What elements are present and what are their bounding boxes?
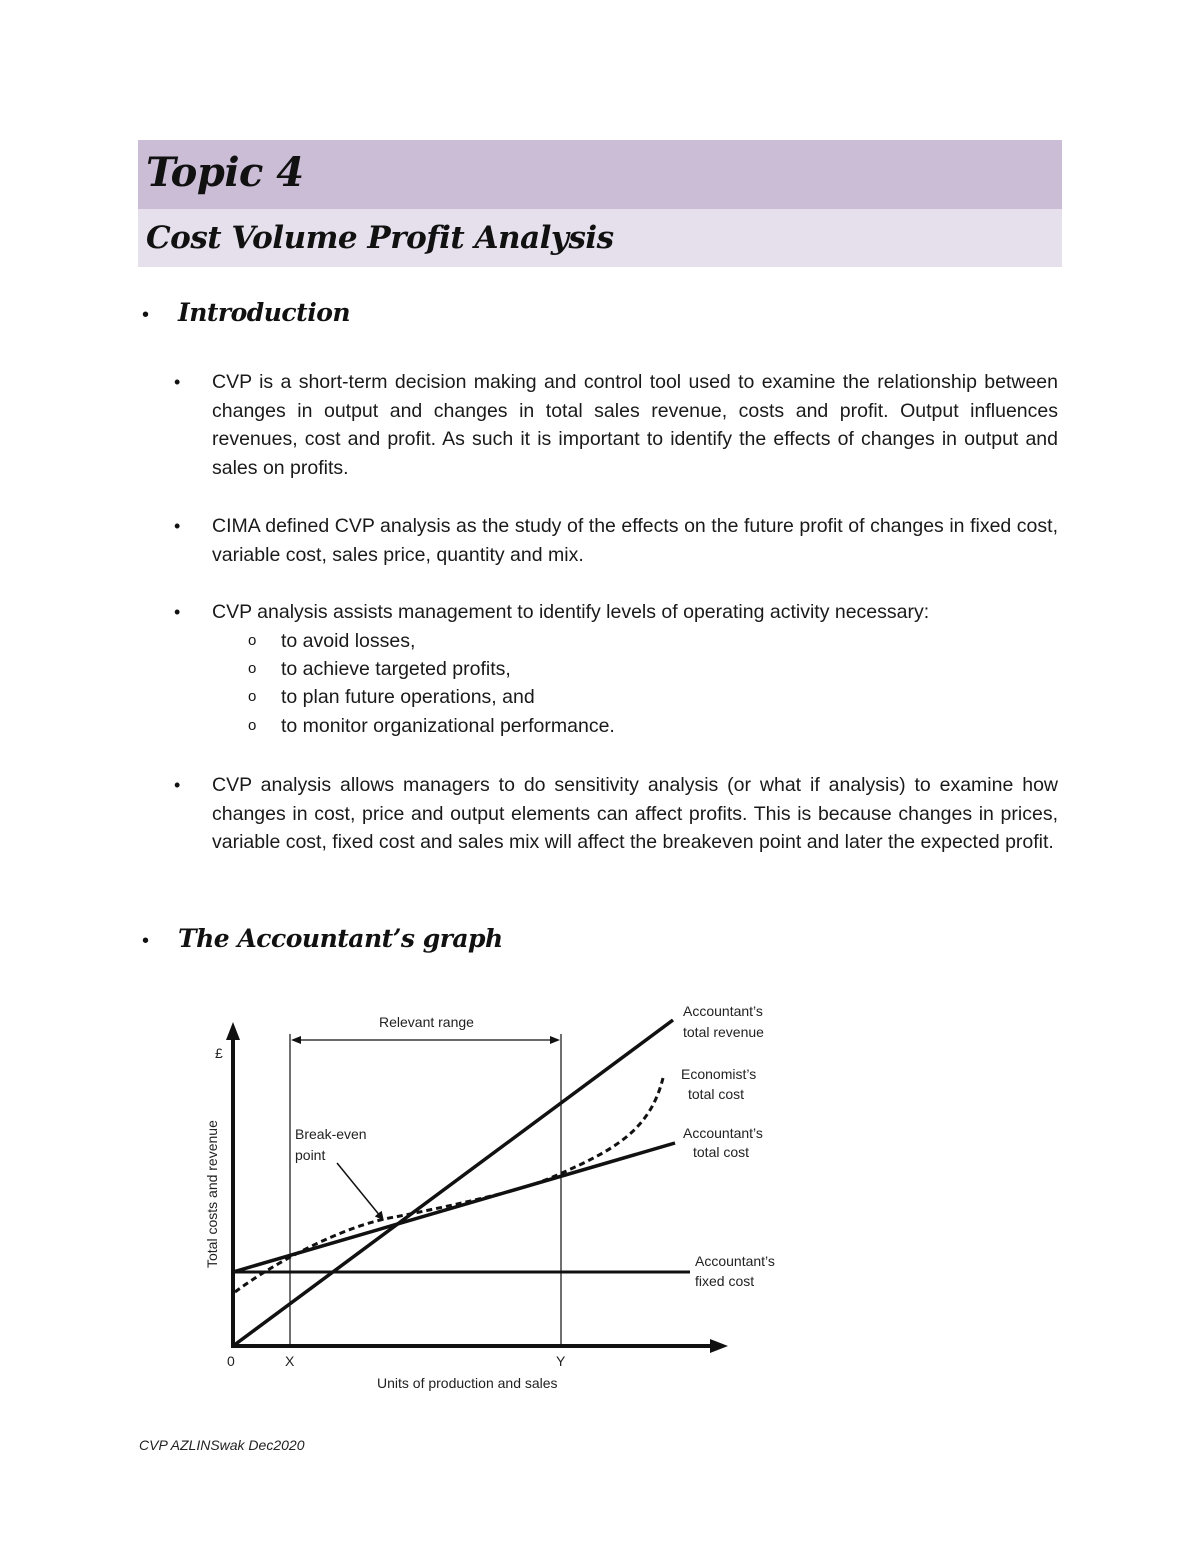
sub-item-targeted-profits: to achieve targeted profits, bbox=[281, 658, 511, 680]
sub-item-avoid-losses: to avoid losses, bbox=[281, 630, 416, 652]
bullet-dot: • bbox=[174, 372, 181, 392]
range-arrow-left-icon bbox=[291, 1036, 301, 1044]
series-label-total-revenue: Accountant’s total revenue bbox=[683, 1003, 764, 1040]
page-title: Topic 4 bbox=[146, 149, 304, 196]
y-axis-arrow-icon bbox=[226, 1022, 240, 1040]
sub-bullet-marker: o bbox=[248, 688, 257, 705]
sub-item-plan-operations: to plan future operations, and bbox=[281, 686, 535, 708]
paragraph-cima-definition: CIMA defined CVP analysis as the study of the effects on the future profit of changes in fixed cost, variable cost, sales price, quantity and mix. bbox=[212, 515, 1058, 566]
y-axis-label: Total costs and revenue bbox=[204, 1120, 220, 1268]
x-axis-label: Units of production and sales bbox=[377, 1375, 558, 1391]
series-label-economist-cost: Economist’s total cost bbox=[681, 1066, 757, 1102]
break-even-label: Break-even point bbox=[295, 1126, 367, 1163]
paragraph-sensitivity-analysis: CVP analysis allows managers to do sensitivity analysis (or what if analysis) to examine how changes in cost, price and output elements can affect profits. This is because changes in prices, variable cost, fixed cost and sales mix will affect the breakeven point and later the expected profit. bbox=[212, 774, 1058, 853]
paragraph-cvp-assists: CVP analysis assists management to identify levels of operating activity necessary: bbox=[212, 601, 930, 623]
section-heading-introduction: Introduction bbox=[178, 298, 351, 327]
section-heading-accountants-graph: The Accountant’s graph bbox=[178, 924, 503, 953]
section-bullet: • bbox=[142, 930, 150, 952]
bullet-dot: • bbox=[174, 602, 181, 622]
x-tick-x: X bbox=[285, 1353, 295, 1369]
bullet-dot: • bbox=[174, 516, 181, 536]
series-label-fixed-cost: Accountant’s fixed cost bbox=[695, 1253, 775, 1289]
break-even-arrow bbox=[337, 1163, 381, 1217]
range-arrow-right-icon bbox=[550, 1036, 560, 1044]
paragraph-cvp-definition: CVP is a short-term decision making and control tool used to examine the relationship between changes in output and changes in total sales revenue, costs and profit. Output influences revenues, cost and profit. As such it is important to identify the effects of changes in output and sales on profits. bbox=[212, 371, 1058, 479]
relevant-range-label: Relevant range bbox=[379, 1014, 474, 1030]
cvp-chart bbox=[195, 1000, 795, 1400]
section-bullet: • bbox=[142, 304, 150, 326]
sub-bullet-marker: o bbox=[248, 632, 257, 649]
x-tick-0: 0 bbox=[227, 1353, 235, 1369]
sub-bullet-marker: o bbox=[248, 660, 257, 677]
sub-item-monitor-performance: to monitor organizational performance. bbox=[281, 715, 615, 737]
x-tick-y: Y bbox=[556, 1353, 566, 1369]
total-revenue-line bbox=[233, 1020, 673, 1346]
footer-text: CVP AZLINSwak Dec2020 bbox=[139, 1437, 305, 1453]
page-subtitle: Cost Volume Profit Analysis bbox=[146, 220, 614, 256]
y-unit-label: £ bbox=[215, 1045, 223, 1061]
bullet-dot: • bbox=[174, 775, 181, 795]
sub-bullet-marker: o bbox=[248, 717, 257, 734]
x-axis-arrow-icon bbox=[710, 1339, 728, 1353]
series-label-accountant-cost: Accountant’s total cost bbox=[683, 1125, 763, 1160]
